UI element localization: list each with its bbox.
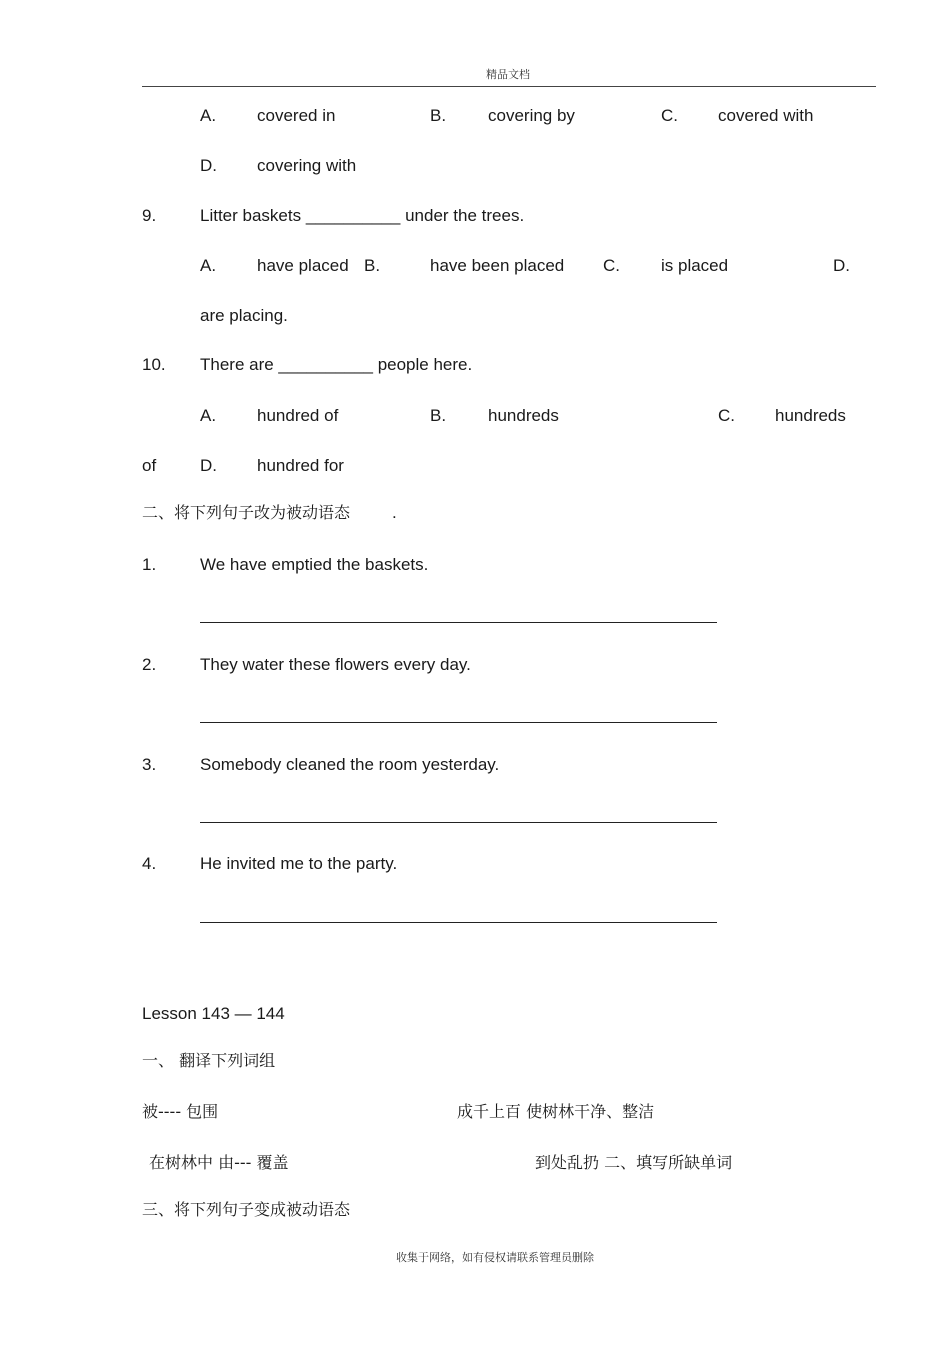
answer-line-2 bbox=[200, 722, 717, 723]
section2-item-3-number: 3. bbox=[142, 755, 157, 774]
q9-option-b-letter: B. bbox=[364, 256, 381, 275]
q10-option-d-letter: D. bbox=[200, 456, 217, 475]
q8-option-b-text: covering by bbox=[488, 106, 575, 125]
q10-stem: There are __________ people here. bbox=[200, 355, 473, 374]
section2-heading-dot: . bbox=[392, 503, 397, 522]
answer-line-1 bbox=[200, 622, 717, 623]
phrase-row1-left: 被---- 包围 bbox=[142, 1102, 219, 1121]
q8-option-d-letter: D. bbox=[200, 156, 217, 175]
q10-option-a-text: hundred of bbox=[257, 406, 339, 425]
q8-option-c-text: covered with bbox=[718, 106, 814, 125]
q9-number: 9. bbox=[142, 206, 157, 225]
q10-option-a-letter: A. bbox=[200, 406, 217, 425]
q9-option-a-text: have placed bbox=[257, 256, 349, 275]
q8-option-d-text: covering with bbox=[257, 156, 357, 175]
q9-option-c-letter: C. bbox=[603, 256, 620, 275]
answer-line-4 bbox=[200, 922, 717, 923]
q10-option-c-letter: C. bbox=[718, 406, 735, 425]
section2-heading: 二、将下列句子改为被动语态 bbox=[142, 503, 351, 522]
section2-item-2-number: 2. bbox=[142, 655, 157, 674]
lesson-part1-heading: 一、 翻译下列词组 bbox=[142, 1051, 276, 1070]
q10-option-d-text: hundred for bbox=[257, 456, 344, 475]
section2-item-3-text: Somebody cleaned the room yesterday. bbox=[200, 755, 500, 774]
q10-number: 10. bbox=[142, 355, 166, 374]
q9-option-c-text: is placed bbox=[661, 256, 729, 275]
q9-option-d-text: are placing. bbox=[200, 306, 288, 325]
section2-item-1-number: 1. bbox=[142, 555, 157, 574]
q10-option-b-text: hundreds bbox=[488, 406, 559, 425]
header-rule bbox=[142, 86, 876, 87]
section2-item-4-number: 4. bbox=[142, 854, 157, 873]
q9-option-b-text: have been placed bbox=[430, 256, 565, 275]
q9-stem: Litter baskets __________ under the trees. bbox=[200, 206, 525, 225]
q8-option-c-letter: C. bbox=[661, 106, 678, 125]
answer-line-3 bbox=[200, 822, 717, 823]
page-header-title: 精品文档 bbox=[486, 68, 530, 81]
lesson-part3-heading: 三、将下列句子变成被动语态 bbox=[142, 1200, 351, 1219]
section2-item-2-text: They water these flowers every day. bbox=[200, 655, 471, 674]
lesson-title: Lesson 143 — 144 bbox=[142, 1004, 285, 1023]
q8-option-a-letter: A. bbox=[200, 106, 217, 125]
phrase-row2-right: 到处乱扔 二、填写所缺单词 bbox=[535, 1153, 733, 1172]
q10-option-c-text: hundreds bbox=[775, 406, 846, 425]
page-footer-text: 收集于网络，如有侵权请联系管理员删除 bbox=[396, 1251, 594, 1264]
q8-option-a-text: covered in bbox=[257, 106, 336, 125]
phrase-row2-left: 在树林中 由--- 覆盖 bbox=[149, 1153, 289, 1172]
section2-item-1-text: We have emptied the baskets. bbox=[200, 555, 429, 574]
section2-item-4-text: He invited me to the party. bbox=[200, 854, 398, 873]
q9-option-d-letter: D. bbox=[833, 256, 850, 275]
q9-option-a-letter: A. bbox=[200, 256, 217, 275]
q8-option-b-letter: B. bbox=[430, 106, 447, 125]
q10-option-b-letter: B. bbox=[430, 406, 447, 425]
q10-option-c-continuation: of bbox=[142, 456, 157, 475]
phrase-row1-right: 成千上百 使树林干净、整洁 bbox=[457, 1102, 655, 1121]
